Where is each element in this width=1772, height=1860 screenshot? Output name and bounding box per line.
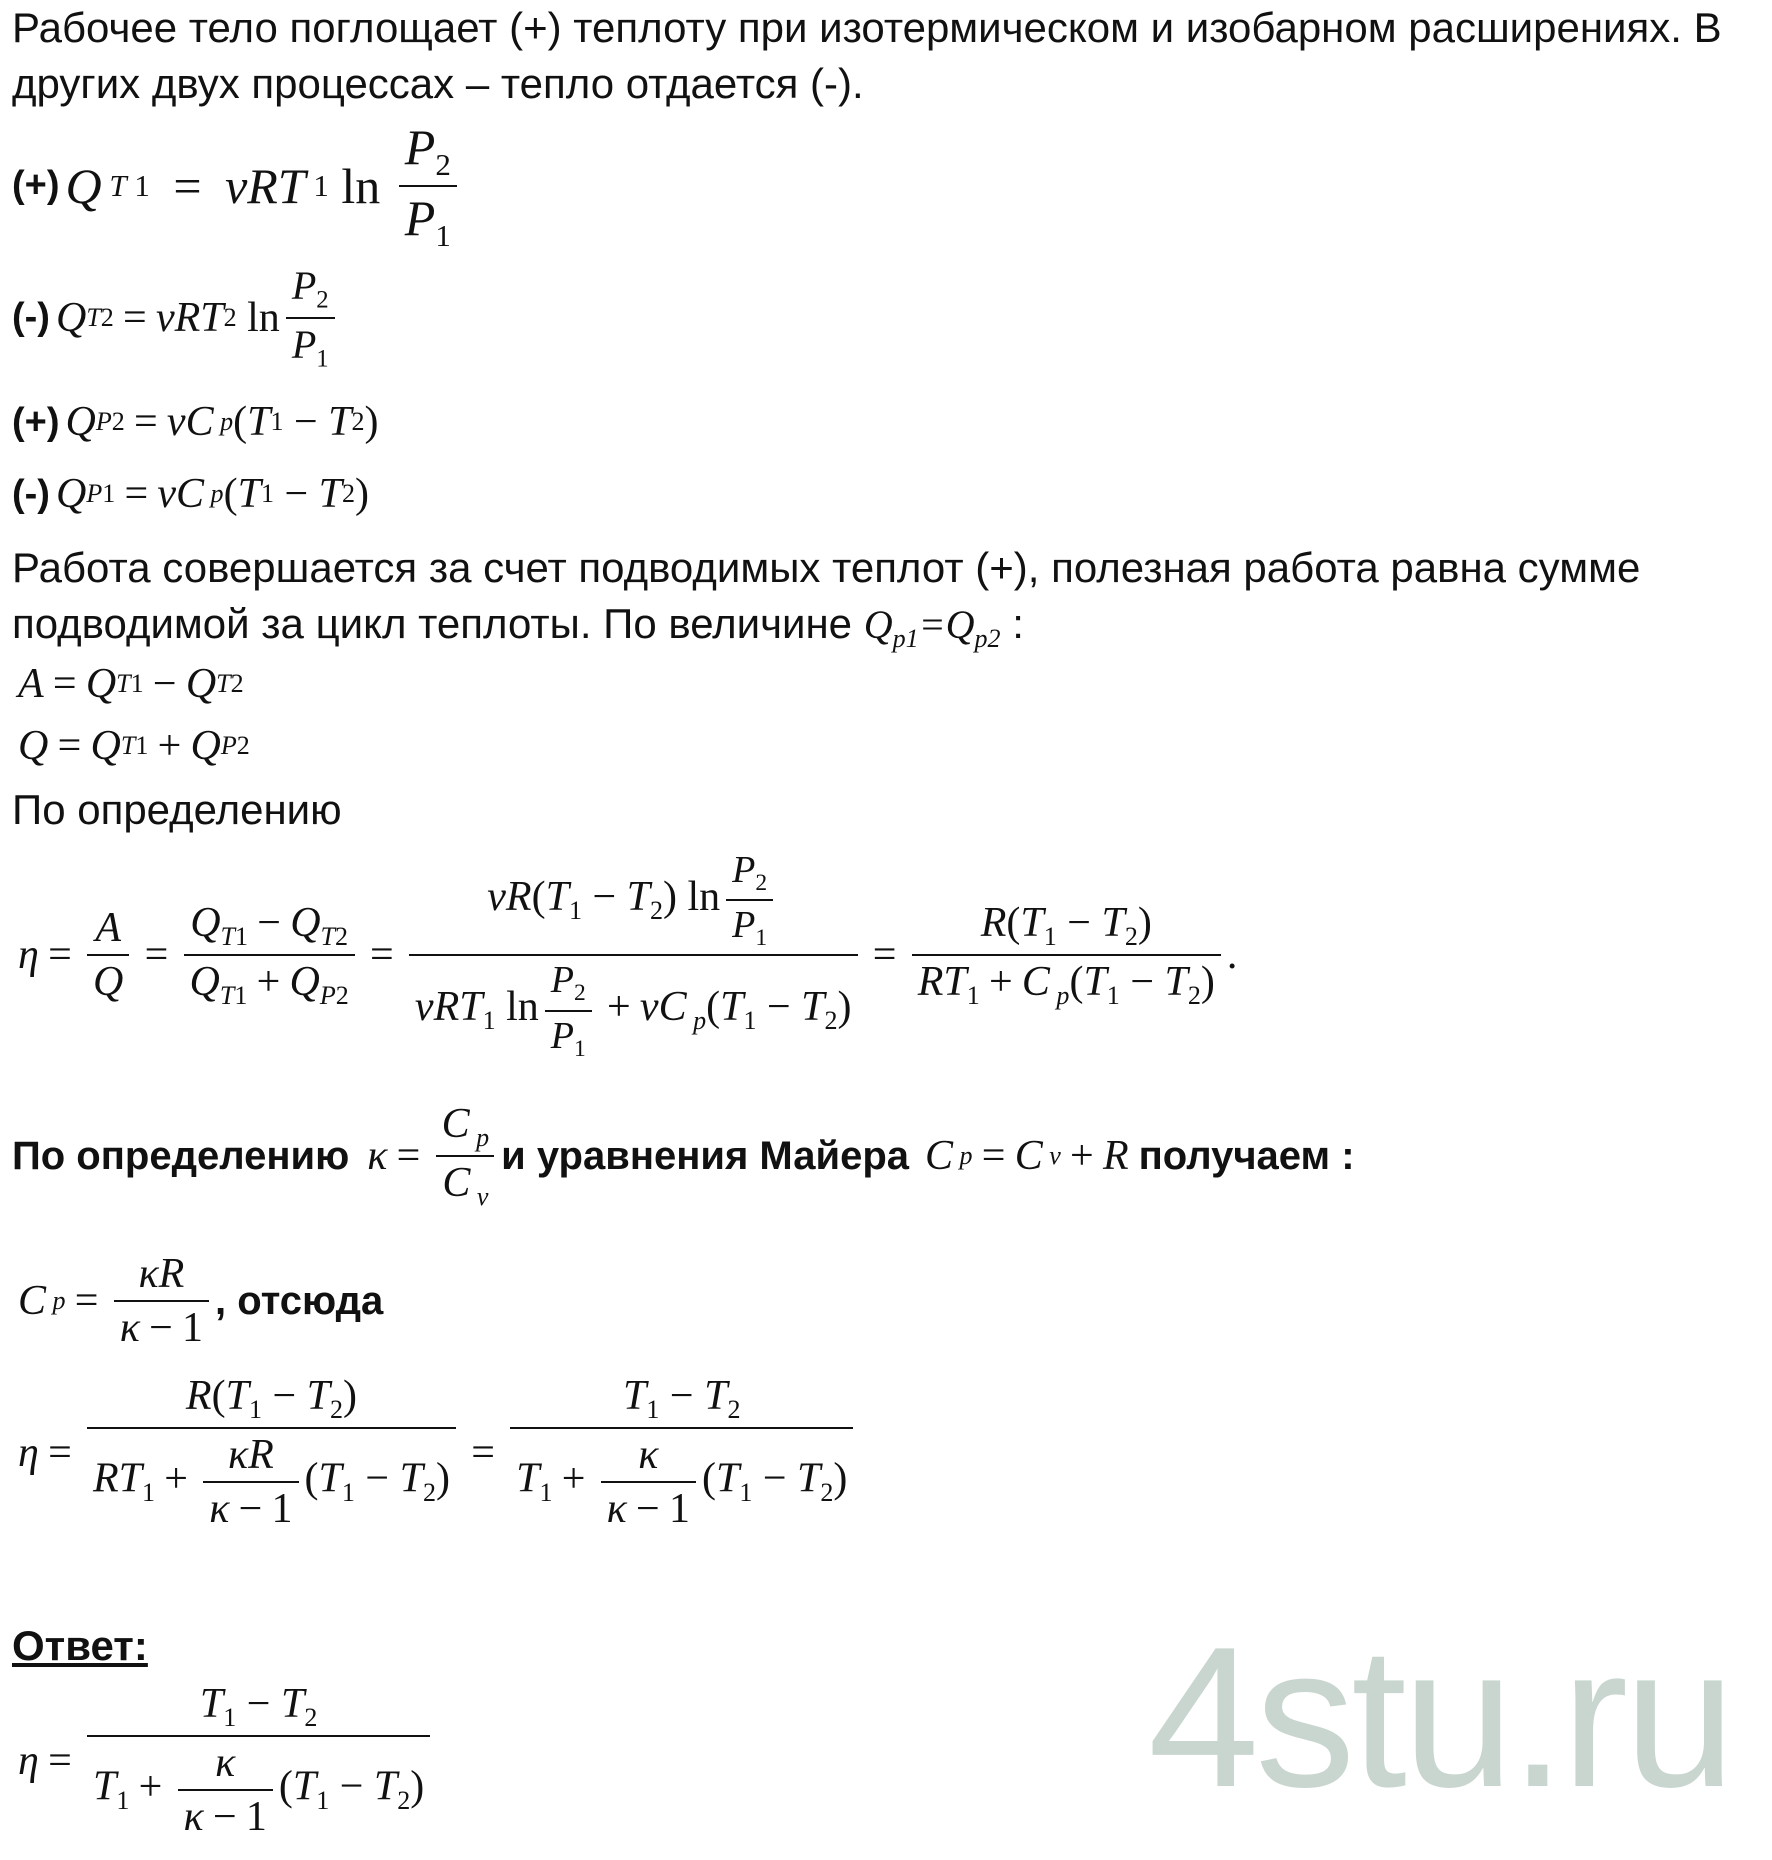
intro-line-2: других двух процессах – тепло отдается (-). (12, 60, 864, 107)
answer-label: Ответ: (12, 1622, 148, 1669)
formula-answer: η = $T_1 - T_2$ $T_1$ + $\frac{\kappa}{\kappa - 1}$ $(T_1 - T_2)$ (18, 1680, 436, 1841)
formula-a: A = Q T1 − Q T2 (18, 661, 244, 707)
formula-cp: C p = $\frac{\kappa R}{\kappa - 1}$ , отсюда (18, 1251, 384, 1351)
formula-q-t2: (-) Q T2 = νRT 2 ln $\frac{P_2}{P_1}$ (12, 262, 341, 373)
sign-plus: (+) (12, 400, 60, 443)
formula-q: Q = Q T1 + Q P2 (18, 723, 250, 769)
sign-plus: (+) (12, 164, 60, 207)
work-line-2: подводимой за цикл теплоты. По величине $Q_{p1}=Q_{p2}$ : (12, 600, 1024, 654)
work-line-1: Работа совершается за счет подводимых теплот (+), полезная работа равна сумме (12, 544, 1641, 591)
mayer-line: По определению κ = $\frac{C _p}{C _v}$ и уравнения Майера C p = C v + R получаем : (12, 1101, 1355, 1212)
formula-eta-full: η = $\frac{A}{Q}$ = $\frac{Q_{T1} - Q_{T2}}{Q_{T1} + Q_{P2}}$ = $\nu R(T_1 - T_2)$ ln $\frac{P_2}{P_1}$ νRT$_1$ ln $\frac{P_2}{P_1}$ + νC $_p(T_1 - T_2)$ = $\frac{R(T_1 - T_2)}{RT_1 + C _p(T_1 - T_2)}$ . (18, 849, 1238, 1062)
watermark-logo: 4stu.ru (1148, 1606, 1732, 1829)
formula-q-t1: (+) Q T 1 = νRT 1 ln $\frac{P_2}{P_1}$ (12, 118, 463, 254)
sign-minus: (-) (12, 472, 50, 515)
formula-eta-kappa: η = $R(T_1 - T_2)$ $RT_1$ + $\frac{\kappa R}{\kappa - 1}$ $(T_1 - T_2)$ = $T_1 - T_2$ $T_1$ + $\frac{\kappa}{\kappa - 1}$ $(T_1 - T_2)$ (18, 1372, 859, 1533)
formula-q-p1: (-) Q P1 = νC p ( T 1 − T 2 ) (12, 471, 370, 517)
sign-minus: (-) (12, 296, 50, 339)
by-definition: По определению (12, 786, 342, 833)
formula-q-p2: (+) Q P2 = νC p ( T 1 − T 2 ) (12, 399, 379, 445)
intro-line-1: Рабочее тело поглощает (+) теплоту при изотермическом и изобарном расширениях. В (12, 4, 1722, 51)
